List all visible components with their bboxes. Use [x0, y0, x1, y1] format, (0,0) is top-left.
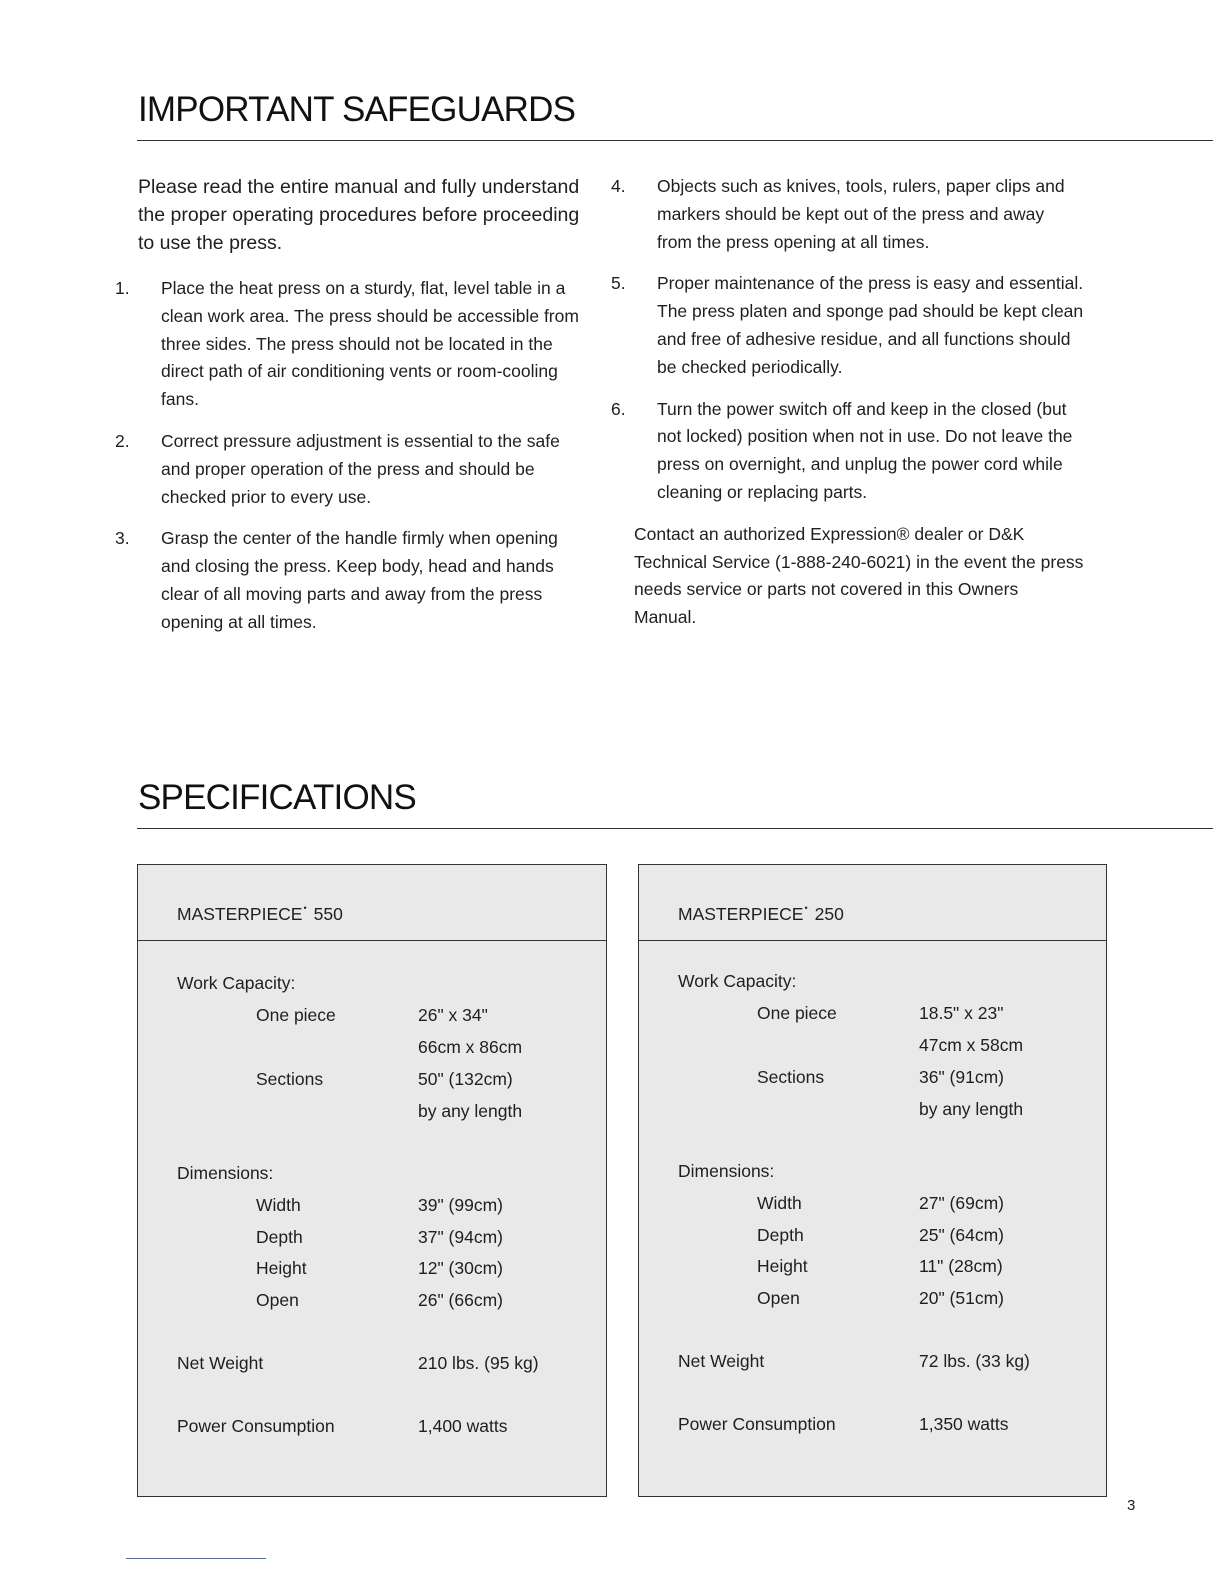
safeguard-item [611, 396, 1084, 507]
one-piece-label: One piece [757, 1003, 837, 1023]
item-number: 5. [611, 273, 626, 294]
safeguards-right-column [611, 173, 1084, 632]
sections-length: by any length [418, 1101, 523, 1121]
one-piece-metric: 66cm x 86cm [418, 1037, 523, 1057]
contact-paragraph: Contact an authorized Expression® dealer or D&K Technical Service (1-888-240-6021) in the event the press needs service or parts not covered in this Owners Manual. [634, 523, 1084, 628]
item-text: Proper maintenance of the press is easy and essential. The press platen and sponge pad should be kept clean and free of adhesive residue, and all functions should be checked periodically. [657, 273, 1084, 377]
depth-value: 25" (64cm) [919, 1225, 1004, 1245]
power-value: 1,350 watts [919, 1414, 1009, 1434]
safeguard-item [115, 428, 588, 511]
width-value: 27" (69cm) [919, 1193, 1004, 1213]
safeguards-intro: Please read the entire manual and fully understand the proper operating procedures before proceeding to use the press. [138, 176, 580, 254]
safeguard-item [115, 275, 588, 414]
item-number: 2. [115, 430, 130, 451]
height-label: Height [256, 1258, 307, 1278]
power-label: Power Consumption [177, 1416, 335, 1436]
dimensions-label: Dimensions: [678, 1161, 775, 1181]
safeguard-item [611, 173, 1084, 256]
sections-value: 50" (132cm) [418, 1069, 513, 1089]
sections-label: Sections [757, 1067, 825, 1087]
depth-value: 37" (94cm) [418, 1227, 503, 1247]
one-piece-value: 26" x 34" [418, 1005, 488, 1025]
depth-label: Depth [256, 1227, 303, 1247]
item-text: Objects such as knives, tools, rulers, paper clips and markers should be kept out of the press and away from the press opening at all times. [657, 176, 1065, 252]
one-piece-label: One piece [256, 1005, 336, 1025]
one-piece-value: 18.5" x 23" [919, 1003, 1004, 1023]
net-weight-value: 72 lbs. (33 kg) [919, 1351, 1030, 1371]
dimensions-label: Dimensions: [177, 1163, 274, 1183]
spec-box-250 [638, 864, 1107, 1497]
height-label: Height [757, 1256, 808, 1276]
net-weight-label: Net Weight [177, 1353, 264, 1373]
width-label: Width [256, 1195, 301, 1215]
model-name: MASTERPIECE• 250 [678, 903, 844, 924]
spec-box-header [138, 865, 606, 941]
safeguards-left-column [115, 173, 588, 651]
item-text: Place the heat press on a sturdy, flat, level table in a clean work area. The press should be accessible from three sides. The press should not be located in the direct path of air conditioning vents or room-cooling fans. [161, 278, 579, 410]
spec-box-550 [137, 864, 607, 1497]
safeguard-item [611, 270, 1084, 381]
item-text: Correct pressure adjustment is essential to the safe and proper operation of the press and should be checked prior to every use. [161, 430, 560, 507]
item-text: Turn the power switch off and keep in the closed (but not locked) position when not in use. Do not leave the press on overnight, and unplug the power cord while cleaning or replacing parts. [657, 398, 1073, 502]
work-capacity-label: Work Capacity: [678, 971, 797, 991]
title-divider [137, 140, 1213, 141]
one-piece-metric: 47cm x 58cm [919, 1035, 1024, 1055]
height-value: 12" (30cm) [418, 1258, 503, 1278]
title-divider [137, 828, 1213, 829]
spec-box-header [639, 865, 1106, 941]
item-number: 3. [115, 528, 130, 549]
height-value: 11" (28cm) [919, 1256, 1003, 1276]
sections-value: 36" (91cm) [919, 1067, 1004, 1087]
open-label: Open [256, 1290, 299, 1310]
footer-divider [126, 1558, 266, 1559]
depth-label: Depth [757, 1225, 804, 1245]
open-label: Open [757, 1288, 800, 1308]
safeguard-item [115, 525, 588, 636]
open-value: 20" (51cm) [919, 1288, 1004, 1308]
specifications-title: SPECIFICATIONS [138, 778, 416, 817]
item-number: 1. [115, 278, 130, 298]
item-text: Grasp the center of the handle firmly when opening and closing the press. Keep body, head and hands clear of all moving parts and away from the press opening at all times. [161, 528, 558, 632]
power-label: Power Consumption [678, 1414, 836, 1434]
net-weight-value: 210 lbs. (95 kg) [418, 1353, 539, 1373]
model-name: MASTERPIECE• 550 [177, 903, 343, 924]
open-value: 26" (66cm) [418, 1290, 503, 1310]
item-number: 6. [611, 398, 626, 419]
work-capacity-label: Work Capacity: [177, 973, 296, 993]
sections-label: Sections [256, 1069, 324, 1089]
safeguards-title: IMPORTANT SAFEGUARDS [138, 90, 576, 129]
power-value: 1,400 watts [418, 1416, 508, 1436]
width-label: Width [757, 1193, 802, 1213]
item-number: 4. [611, 176, 626, 196]
width-value: 39" (99cm) [418, 1195, 503, 1215]
net-weight-label: Net Weight [678, 1351, 765, 1371]
page-number: 3 [1127, 1497, 1136, 1514]
sections-length: by any length [919, 1099, 1024, 1119]
